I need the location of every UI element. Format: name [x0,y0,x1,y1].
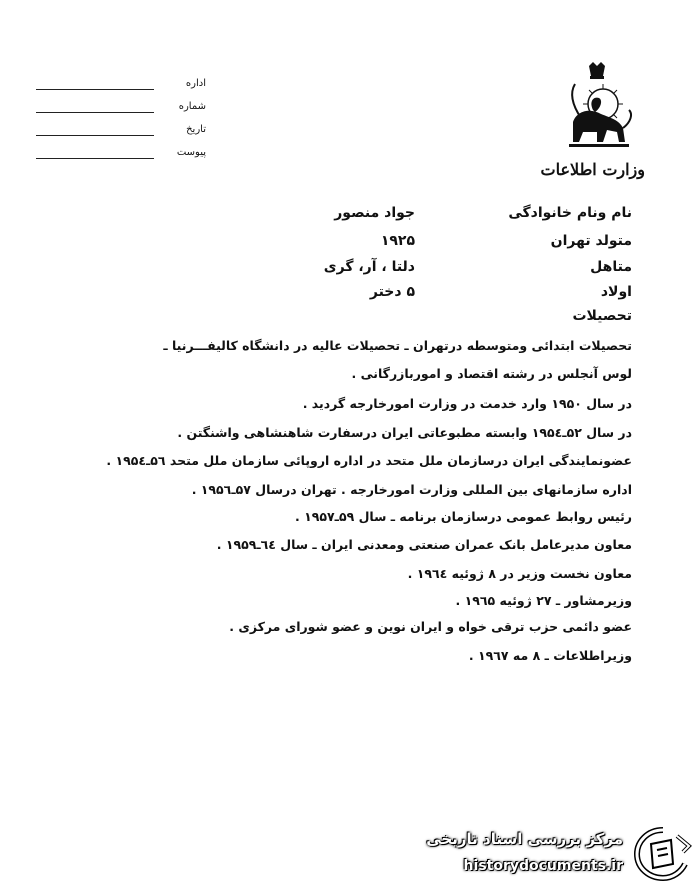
education-heading: تحصیلات [572,308,632,324]
ministry-title: وزارت اطلاعات [540,160,645,179]
bio-line: معاون مدیرعامل بانک عمران صنعتی ومعدنی ایران ـ سال ٦٤ـ۱۹۵۹ . [216,537,632,552]
bio-line: لوس آنجلس در رشته اقتصاد و اموربازرگانی . [351,366,632,381]
bio-line: در سال ۱۹۵۰ وارد خدمت در وزارت امورخارجه گردید . [302,396,632,411]
field-label: پیوست [176,147,206,158]
info-label-name: نام ونام خانوادگی [508,205,632,221]
bio-line: عضو دائمی حزب ترقی خواه و ایران نوین و عضو شورای مرکزی . [229,619,632,634]
form-field-date [36,124,206,142]
lion-and-sun-emblem-icon [555,62,637,154]
info-value-name: جواد منصور [334,205,415,221]
watermark-url: historydocuments.ir [463,858,623,874]
bio-line: رئیس روابط عمومی درسازمان برنامه ـ سال ۵۹ـ۱۹۵۷ . [295,509,632,524]
form-field-department [36,78,206,96]
field-label: تاریخ [186,124,206,135]
info-value-children: ۵ دختر [369,284,415,300]
bio-line: وزیراطلاعات ـ ۸ مه ۱۹٦۷ . [468,648,632,663]
info-value-birth: ۱۹۲۵ [380,233,415,249]
field-line [36,135,154,136]
form-field-attachment [36,147,206,165]
watermark-title: مرکز بررسی اسناد تاریخی [426,830,623,848]
bio-line: عضونمایندگی ایران درسازمان ملل متحد در اداره اروپائی سازمان ملل متحد ۵٦ـ۱۹۵٤ . [106,453,632,468]
info-value-marital: دلتا ، آر، گری [323,259,415,275]
bio-line: وزیرمشاور ـ ۲۷ ژوئیه ۱۹٦۵ . [455,593,632,608]
archive-logo-icon [633,826,693,882]
bio-line: تحصیلات ابتدائی ومتوسطه درتهران ـ تحصیلات عالیه در دانشگاه کالیفـــرنیا ـ [163,338,632,353]
info-label-marital: متاهل [590,259,632,275]
field-line [36,89,154,90]
info-label-children: اولاد [600,284,632,300]
info-label-birth: متولد تهران [550,233,632,249]
field-line [36,158,154,159]
field-line [36,112,154,113]
bio-line: در سال ۵۲ـ۱۹۵٤ وابسته مطبوعاتی ایران درسفارت شاهنشاهی واشنگتن . [177,425,632,440]
form-field-number [36,101,206,119]
bio-line: اداره سازمانهای بین المللی وزارت امورخارجه . تهران درسال ۵۷ـ۱۹۵٦ . [191,482,632,497]
watermark [415,818,695,888]
bio-line: معاون نخست وزیر در ۸ ژوئیه ۱۹٦٤ . [407,566,632,581]
field-label: شماره [178,101,206,112]
field-label: اداره [185,78,206,89]
